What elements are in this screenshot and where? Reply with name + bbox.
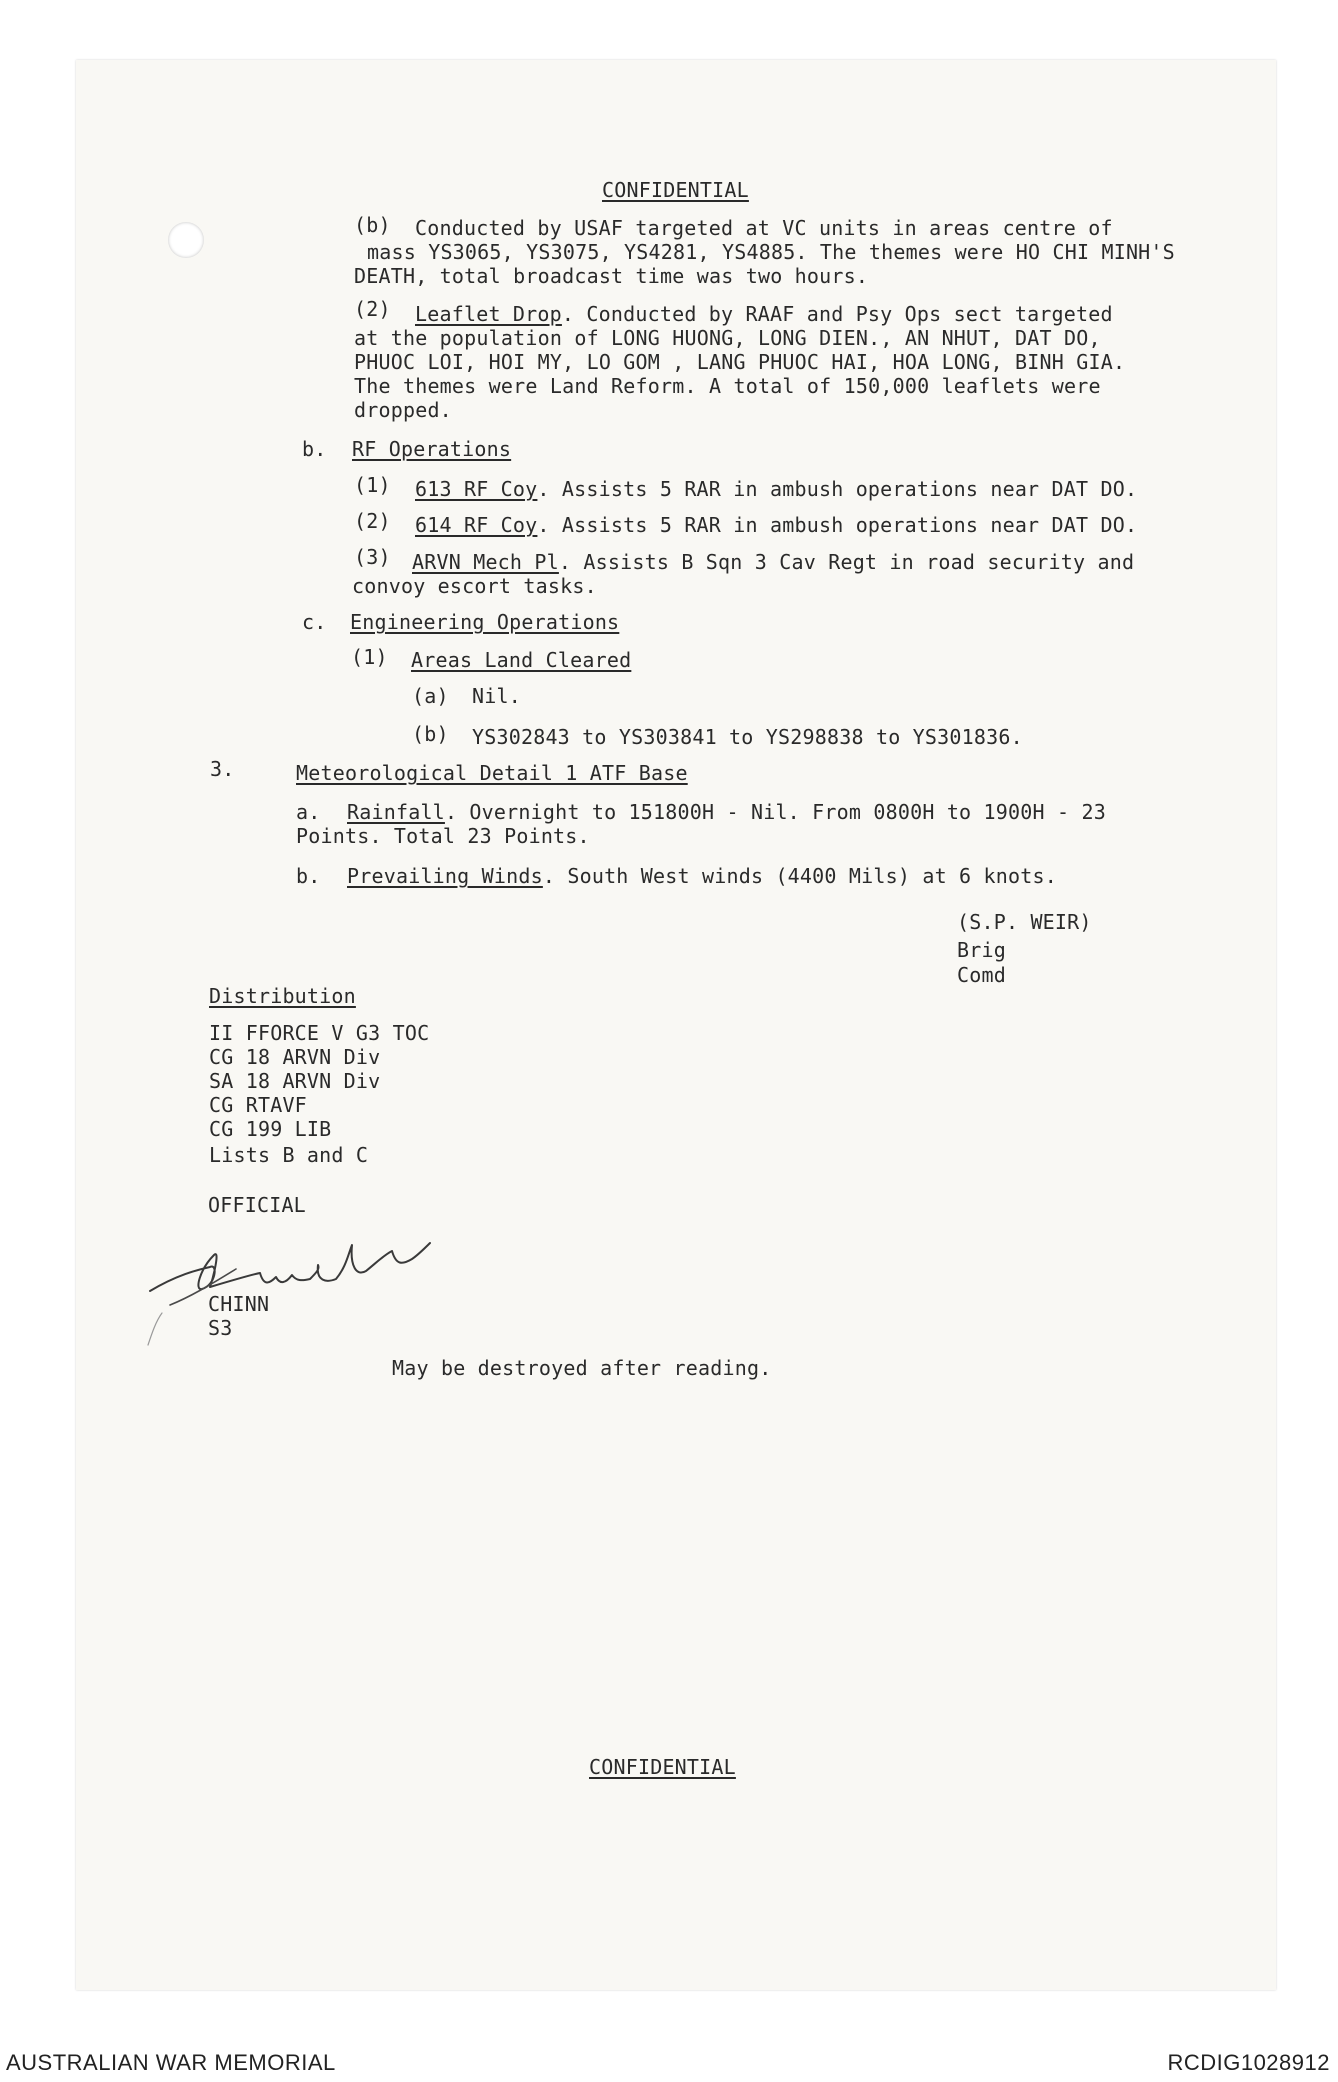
eng-sub-marker: (1) — [351, 645, 388, 669]
eng-b-text: YS302843 to YS303841 to YS298838 to YS301836. — [472, 725, 1023, 749]
official-role: S3 — [208, 1316, 233, 1340]
leaflet-line2: at the population of LONG HUONG, LONG DIEN., AN NHUT, DAT DO, — [354, 326, 1101, 350]
distribution-item: SA 18 ARVN Div — [209, 1069, 381, 1093]
leaflet-line5: dropped. — [354, 398, 452, 422]
met-marker: 3. — [210, 757, 235, 781]
signatory-name: (S.P. WEIR) — [957, 910, 1092, 934]
leaflet-line4: The themes were Land Reform. A total of 150,000 leaflets were — [354, 374, 1101, 398]
para-b-line3: DEATH, total broadcast time was two hours. — [354, 264, 869, 288]
rf-item1-unit: 613 RF Coy — [415, 477, 538, 501]
leaflet-marker: (2) — [354, 297, 391, 321]
rf-title: RF Operations — [352, 437, 512, 461]
leaflet-title: Leaflet Drop — [415, 302, 562, 326]
rf-marker: b. — [302, 437, 327, 461]
official-label: OFFICIAL — [208, 1193, 306, 1217]
rain-marker: a. — [296, 800, 321, 824]
archive-id: RCDIG1028912 — [1167, 2050, 1330, 2075]
signatory-role: Comd — [957, 963, 1006, 987]
distribution-title: Distribution — [209, 984, 356, 1008]
para-b-marker: (b) — [354, 213, 391, 237]
archive-name: AUSTRALIAN WAR MEMORIAL — [6, 2050, 336, 2075]
eng-marker: c. — [302, 610, 327, 634]
leaflet-line3: PHUOC LOI, HOI MY, LO GOM , LANG PHUOC HAI, HOA LONG, BINH GIA. — [354, 350, 1126, 374]
para-b-line2: mass YS3065, YS3075, YS4281, YS4885. The themes were HO CHI MINH'S — [367, 240, 1175, 264]
eng-title: Engineering Operations — [350, 610, 620, 634]
official-name: CHINN — [208, 1292, 270, 1316]
rf-item1-marker: (1) — [354, 473, 391, 497]
classification-footer: CONFIDENTIAL — [589, 1755, 736, 1779]
wind-title: Prevailing Winds — [347, 864, 543, 888]
destroy-note: May be destroyed after reading. — [392, 1356, 772, 1380]
rf-item3-unit: ARVN Mech Pl — [412, 550, 559, 574]
rain-line2: Points. Total 23 Points. — [296, 824, 590, 848]
rf-item3-text2: convoy escort tasks. — [352, 574, 597, 598]
eng-a-marker: (a) — [412, 684, 449, 708]
signatory-rank: Brig — [957, 938, 1006, 962]
wind-text: . South West winds (4400 Mils) at 6 knots. — [542, 864, 1057, 888]
handwritten-signature — [140, 1225, 440, 1355]
rf-item3-marker: (3) — [354, 545, 391, 569]
punch-hole — [168, 222, 204, 258]
eng-a-text: Nil. — [472, 684, 521, 708]
leaflet-line1: . Conducted by RAAF and Psy Ops sect targeted — [561, 302, 1113, 326]
distribution-item: CG 199 LIB — [209, 1117, 332, 1141]
distribution-item: Lists B and C — [209, 1143, 369, 1167]
rain-line1: . Overnight to 151800H - Nil. From 0800H to 1900H - 23 — [444, 800, 1106, 824]
wind-marker: b. — [296, 864, 321, 888]
met-title: Meteorological Detail 1 ATF Base — [296, 761, 688, 785]
rf-item2-text: . Assists 5 RAR in ambush operations near DAT DO. — [537, 513, 1138, 537]
rf-item3-text: . Assists B Sqn 3 Cav Regt in road security and — [558, 550, 1135, 574]
eng-b-marker: (b) — [412, 722, 449, 746]
rf-item2-marker: (2) — [354, 509, 391, 533]
para-b-line1: Conducted by USAF targeted at VC units in areas centre of — [415, 216, 1113, 240]
distribution-item: CG RTAVF — [209, 1093, 307, 1117]
classification-header: CONFIDENTIAL — [602, 178, 749, 202]
distribution-item: CG 18 ARVN Div — [209, 1045, 381, 1069]
rf-item2-unit: 614 RF Coy — [415, 513, 538, 537]
distribution-item: II FFORCE V G3 TOC — [209, 1021, 430, 1045]
rf-item1-text: . Assists 5 RAR in ambush operations near DAT DO. — [537, 477, 1138, 501]
eng-sub-title: Areas Land Cleared — [411, 648, 632, 672]
rain-title: Rainfall — [347, 800, 445, 824]
